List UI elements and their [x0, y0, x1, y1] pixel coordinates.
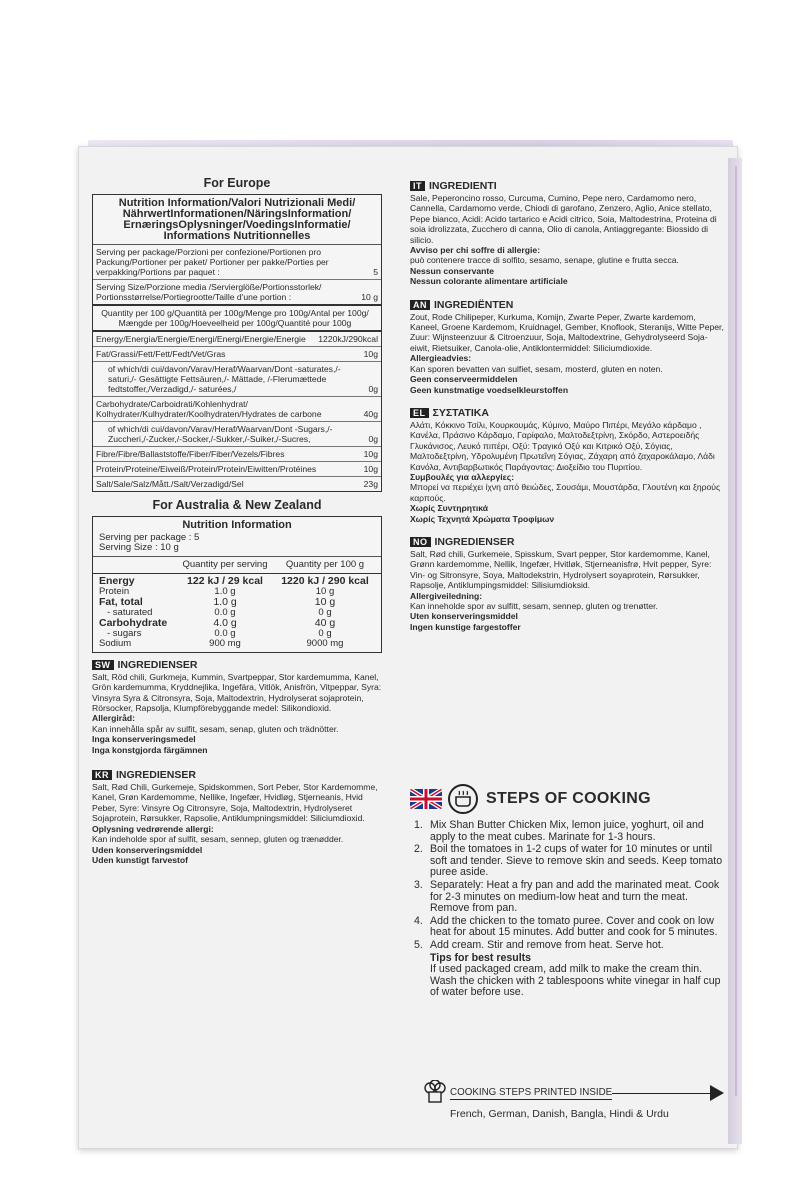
cooking-pot-icon: [448, 784, 478, 814]
step-item: 5. Add cream. Stir and remove from heat. Serve hot.: [414, 938, 664, 951]
step-item: 3. Separately: Heat a fry pan and add the marinated meat. Cook for 2-3 minutes on medium-low heat and turn the meat. Remove from pan.: [414, 878, 720, 915]
table-row: Salt/Sale/Salz/Mått./Salt/Verzadigd/Sel 23g: [96, 479, 378, 489]
australia-column-headers: Quantity per serving Quantity per 100 g: [93, 557, 381, 575]
no-heading: NO INGREDIENSER: [410, 536, 726, 548]
an-allergy-label: Allergieadvies:: [410, 353, 472, 364]
table-row: Carbohydrate/Carboidrati/Kohlenhydrat/ Kolhydrater/Kulhydrater/Koolhydraten/Hydrates de carbone 40g: [93, 397, 381, 422]
printed-languages: French, German, Danish, Bangla, Hindi & Urdu: [450, 1108, 669, 1120]
no-allergy-label: Allergiveiledning:: [410, 590, 483, 601]
step-item: 4. Add the chicken to the tomato puree. Cover and cook on low heat for about 15 minutes. Add butter and cook for 5 minutes.: [414, 914, 718, 939]
table-row: Fat/Grassi/Fett/Fett/Fedt/Vet/Gras 10g: [93, 347, 381, 362]
arrow-right-icon: [710, 1085, 724, 1101]
table-row: Energy/Energia/Energie/Energi/Energi/Energie/Energie 1220kJ/290kcal: [93, 332, 381, 347]
an-heading: AN INGREDIËNTEN: [410, 299, 726, 311]
uk-flag-icon: [410, 789, 442, 809]
tips-title: Tips for best results: [430, 951, 532, 964]
kr-allergy: Kan indeholde spor af sulfit, sesam, sennep, gluten og trænødder.: [92, 834, 344, 845]
printed-inside-note: [424, 1080, 724, 1120]
kr-note: Uden konserveringsmiddel: [92, 844, 203, 855]
step-item: 2. Boil the tomatoes in 1-2 cups of water for 10 minutes or until soft and tender. Sieve to remove skin and seeds. Keep tomato puree aside.: [414, 843, 723, 879]
no-note: Uten konserveringsmiddel: [410, 611, 518, 622]
australia-title: For Australia & New Zealand: [152, 498, 322, 512]
el-note: Χωρίς Συντηρητικά: [410, 503, 489, 514]
el-allergy-label: Συμβουλές για αλλεργίες:: [410, 471, 515, 482]
it-ingredients: Sale, Peperoncino rosso, Curcuma, Cumino, Pepe nero, Cardamomo nero, Cannella, Cardamomo verde, Chiodi di garofano, Zenzero, Aglio, Anice stellato, Pepe bianco, Acidi: Acido tartarico e Acidi citrico, Soia, Maltodestrina, Proteina di soia idrolizzata, Zucchero di canna, Olio di canola, Antiaggregante: Biossido di silicio.: [410, 193, 717, 245]
sw-heading: SW INGREDIENSER: [92, 659, 382, 671]
el-allergy: Μπορεί να περιέχει ίχνη από θειώδες, Σουσάμι, Μουστάρδα, Γλουτένη και ξηρούς καρπούς.: [410, 482, 721, 503]
kr-ingredients: Salt, Rød Chili, Gurkemeje, Spidskommen, Sort Peber, Stor Kardemomme, Kanel, Grøn Kardemomme, Nellike, Ingefær, Hvidløg, Stjerneanis, Hvid Peber, Syre: Vinsyre Og Citronsyre, Soja, Maltodextrin, Hydrolyseret Sojaprotein, Rørsukker, Rapsolie, Antiklumpningsmiddel: Siliciumdioxid.: [92, 782, 378, 824]
tips: [410, 953, 730, 999]
sw-note: Inga konserveringsmedel: [92, 734, 196, 745]
table-row: Quantity per 100 g/Quantità per 100g/Menge pro 100g/Antal per 100g/ Mængde per 100g/Hoeveelheid per 100g/Quantité pour 100g: [93, 306, 381, 332]
table-row: Serving per package/Porzioni per confezione/Portionen pro Packung/Portioner per paket/ Portioner per pakke/Porties per verpakking/Portions par paquet : 5: [93, 245, 381, 280]
step-item: 1. Mix Shan Butter Chicken Mix, lemon juice, yoghurt, oil and apply to the meat cubes. Marinate for 1-3 hours.: [414, 819, 704, 843]
australia-table-head: Nutrition Information: [182, 519, 292, 531]
no-note: Ingen kunstige fargestoffer: [410, 621, 521, 632]
kr-note: Uden kunstigt farvestof: [92, 854, 188, 865]
it-allergy: può contenere tracce di solfito, sesamo, senape, glutine e frutta secca.: [410, 255, 679, 266]
table-row: Serving Size/Porzione media /Servierglöße/Portionsstorlek/ Portionsstørrelse/Portiegrootte/Taille d'une portion : 10 g: [93, 280, 381, 306]
sw-allergy: Kan innehålla spår av sulfit, sesam, senap, gluten och trädnötter.: [92, 723, 339, 734]
an-allergy: Kan sporen bevatten van sulfiet, sesam, mosterd, gluten en noten.: [410, 363, 663, 374]
table-row: Energy 122 kJ / 29 kcal 1220 kJ / 290 kcal: [99, 575, 369, 588]
kr-allergy-label: Oplysning vedrørende allergi:: [92, 823, 214, 834]
no-ingredients: Salt, Rød chili, Gurkemeie, Spisskum, Svart pepper, Stor kardemomme, Kanel, Grønn kardemomme, Nellik, Ingefær, Hvitløk, Stjerneanisfrø, Hvit pepper, Syre: Vin- og Sitronsyre, Soya, Maltodekstrin, Hydrolysert soyaprotein, Rørsukker, Rapsolje, Antiklumpingsmiddel: Silisiumdioksid.: [410, 548, 712, 591]
steps-header: [410, 784, 730, 814]
europe-title: For Europe: [203, 176, 271, 190]
table-row: of which/di cui/davon/Varav/Heraf/Waarvan/Dont -saturates,/- saturi,/- Gesättigte Fettsäuren,/- Mättade, /-Flerumættede fedtstoffer,/Verzadigd,/- saturées,/ 0g: [93, 362, 381, 397]
australia-nutrition-table: [92, 516, 382, 653]
el-ingredients: Αλάτι, Κόκκινο Τσίλι, Κουρκουμάς, Κύμινο, Μαύρο Πιπέρι, Μεγάλο κάρδαμο , Κανέλα, Πράσινο Κάρδαμο, Γαρίφαλο, Μαλτοδεξτρίνη, Σκόρδο, Αστεροειδής Γλυκάνισος, Λευκό πιπέρι, Οξύ: Τραγικό Οξύ και Κιτρικό Οξύ, Σόγιας, Μαλτοδεξτρίνη, Υδρολυμένη Πρωτεΐνη Σόγιας, Ζάχαρη από ζαχαροκάλαμο, Λάδι Κανόλα, Αντιβαρβωτικός Παράγοντας: Διοξείδιο του Πυριτίου.: [410, 419, 715, 472]
an-ingredients: Zout, Rode Chilipeper, Kurkuma, Komijn, Zwarte Peper, Zwarte kardemom, Kaneel, Groene Kardemom, Kruidnagel, Gember, Knoflook, Steranijs, Witte Peper, Zuur: Wijnsteenzuur & Citroenzuur, Soja, Maltodextrine, Gehydrolyseerd Soja-eiwit, Rietsuiker, Canola-olie, Antiklontermiddel: Siliciumdioxide.: [410, 311, 724, 353]
table-row: - saturated 0.0 g 0 g: [107, 606, 332, 618]
no-allergy: Kan inneholde spor av sulfitt, sesam, sennep, gluten og trenøtter.: [410, 601, 658, 611]
table-row: Sodium 900 mg 9000 mg: [99, 638, 344, 650]
steps-title: STEPS OF COOKING: [486, 790, 651, 807]
printed-inside-line: COOKING STEPS PRINTED INSIDE: [450, 1086, 613, 1098]
tip-item: Wash the chicken with 2 tablespoons white vinegar in half cup of water before use.: [430, 974, 721, 999]
table-row: of which/di cui/davon/Varav/Heraf/Waarvan/Dont -Sugars,/-Zuccheri,/-Zucker,/-Socker,/-Sukker,/-Suiker,/-Sucres, 0g: [93, 422, 381, 447]
el-heading: EL ΣΥΣΤΑΤΙΚΑ: [410, 407, 726, 419]
tip-item: If used packaged cream, add milk to make the cream thin.: [430, 963, 703, 976]
el-note: Χωρίς Τεχνητά Χρώματα Τροφίμων: [410, 513, 555, 524]
right-column: [410, 180, 726, 632]
it-note: Nessun colorante alimentare artificiale: [410, 276, 568, 287]
left-column: [92, 176, 382, 865]
sw-ingredients: Salt, Röd chili, Gurkmeja, Kummin, Svartpeppar, Stor kardemumma, Kanel, Grön kardemumma, Kryddnejlika, Ingefära, Vitlök, Anisfrön, Vitpeppar, Syra: Vinsyra Syra & Citronsyra, Soja, Maltodextrin, Hydrolyserat sojaprotein, Rörsocker, Rapsolja, Klumpförebyggande medel: Silikondioxid.: [92, 671, 382, 714]
sw-note: Inga konstgjorda färgämnen: [92, 744, 208, 755]
serving-per-package: Serving per package : 5: [99, 532, 200, 543]
table-row: Protein 1.0 g 10 g: [99, 585, 335, 597]
table-row: Fibre/Fibre/Ballaststoffe/Fiber/Fiber/Vezels/Fibres 10g: [93, 447, 381, 462]
it-allergy-label: Avviso per chi soffre di allergie:: [410, 245, 541, 256]
an-note: Geen kunstmatige voedselkleurstoffen: [410, 384, 569, 395]
serving-size: Serving Size : 10 g: [93, 543, 381, 556]
europe-table-head: Nutrition Information/Valori Nutrizionali Medi/ NährwertInformationen/NäringsInformation/ ErnæringsOplysninger/VoedingsInformatie/ Informations Nutritionnelles: [93, 195, 381, 245]
table-row: Carbohydrate 4.0 g 40 g: [99, 617, 336, 630]
europe-nutrition-table: [92, 194, 382, 492]
it-note: Nessun conservante: [410, 265, 495, 276]
kr-heading: KR INGREDIENSER: [92, 769, 382, 781]
chef-hat-icon: [424, 1080, 446, 1106]
box-side-stripe: [735, 166, 737, 1096]
it-heading: IT INGREDIENTI: [410, 180, 726, 192]
table-row: Fat, total 1.0 g 10 g: [99, 596, 336, 609]
an-note: Geen conserveermiddelen: [410, 374, 518, 385]
table-row: - sugars 0.0 g 0 g: [107, 627, 332, 639]
sw-allergy-label: Allergiråd:: [92, 713, 135, 724]
table-row: Protein/Proteine/Eiweiß/Protein/Protein/Eiwitten/Protéines 10g: [93, 462, 381, 477]
steps-of-cooking: [410, 784, 730, 999]
